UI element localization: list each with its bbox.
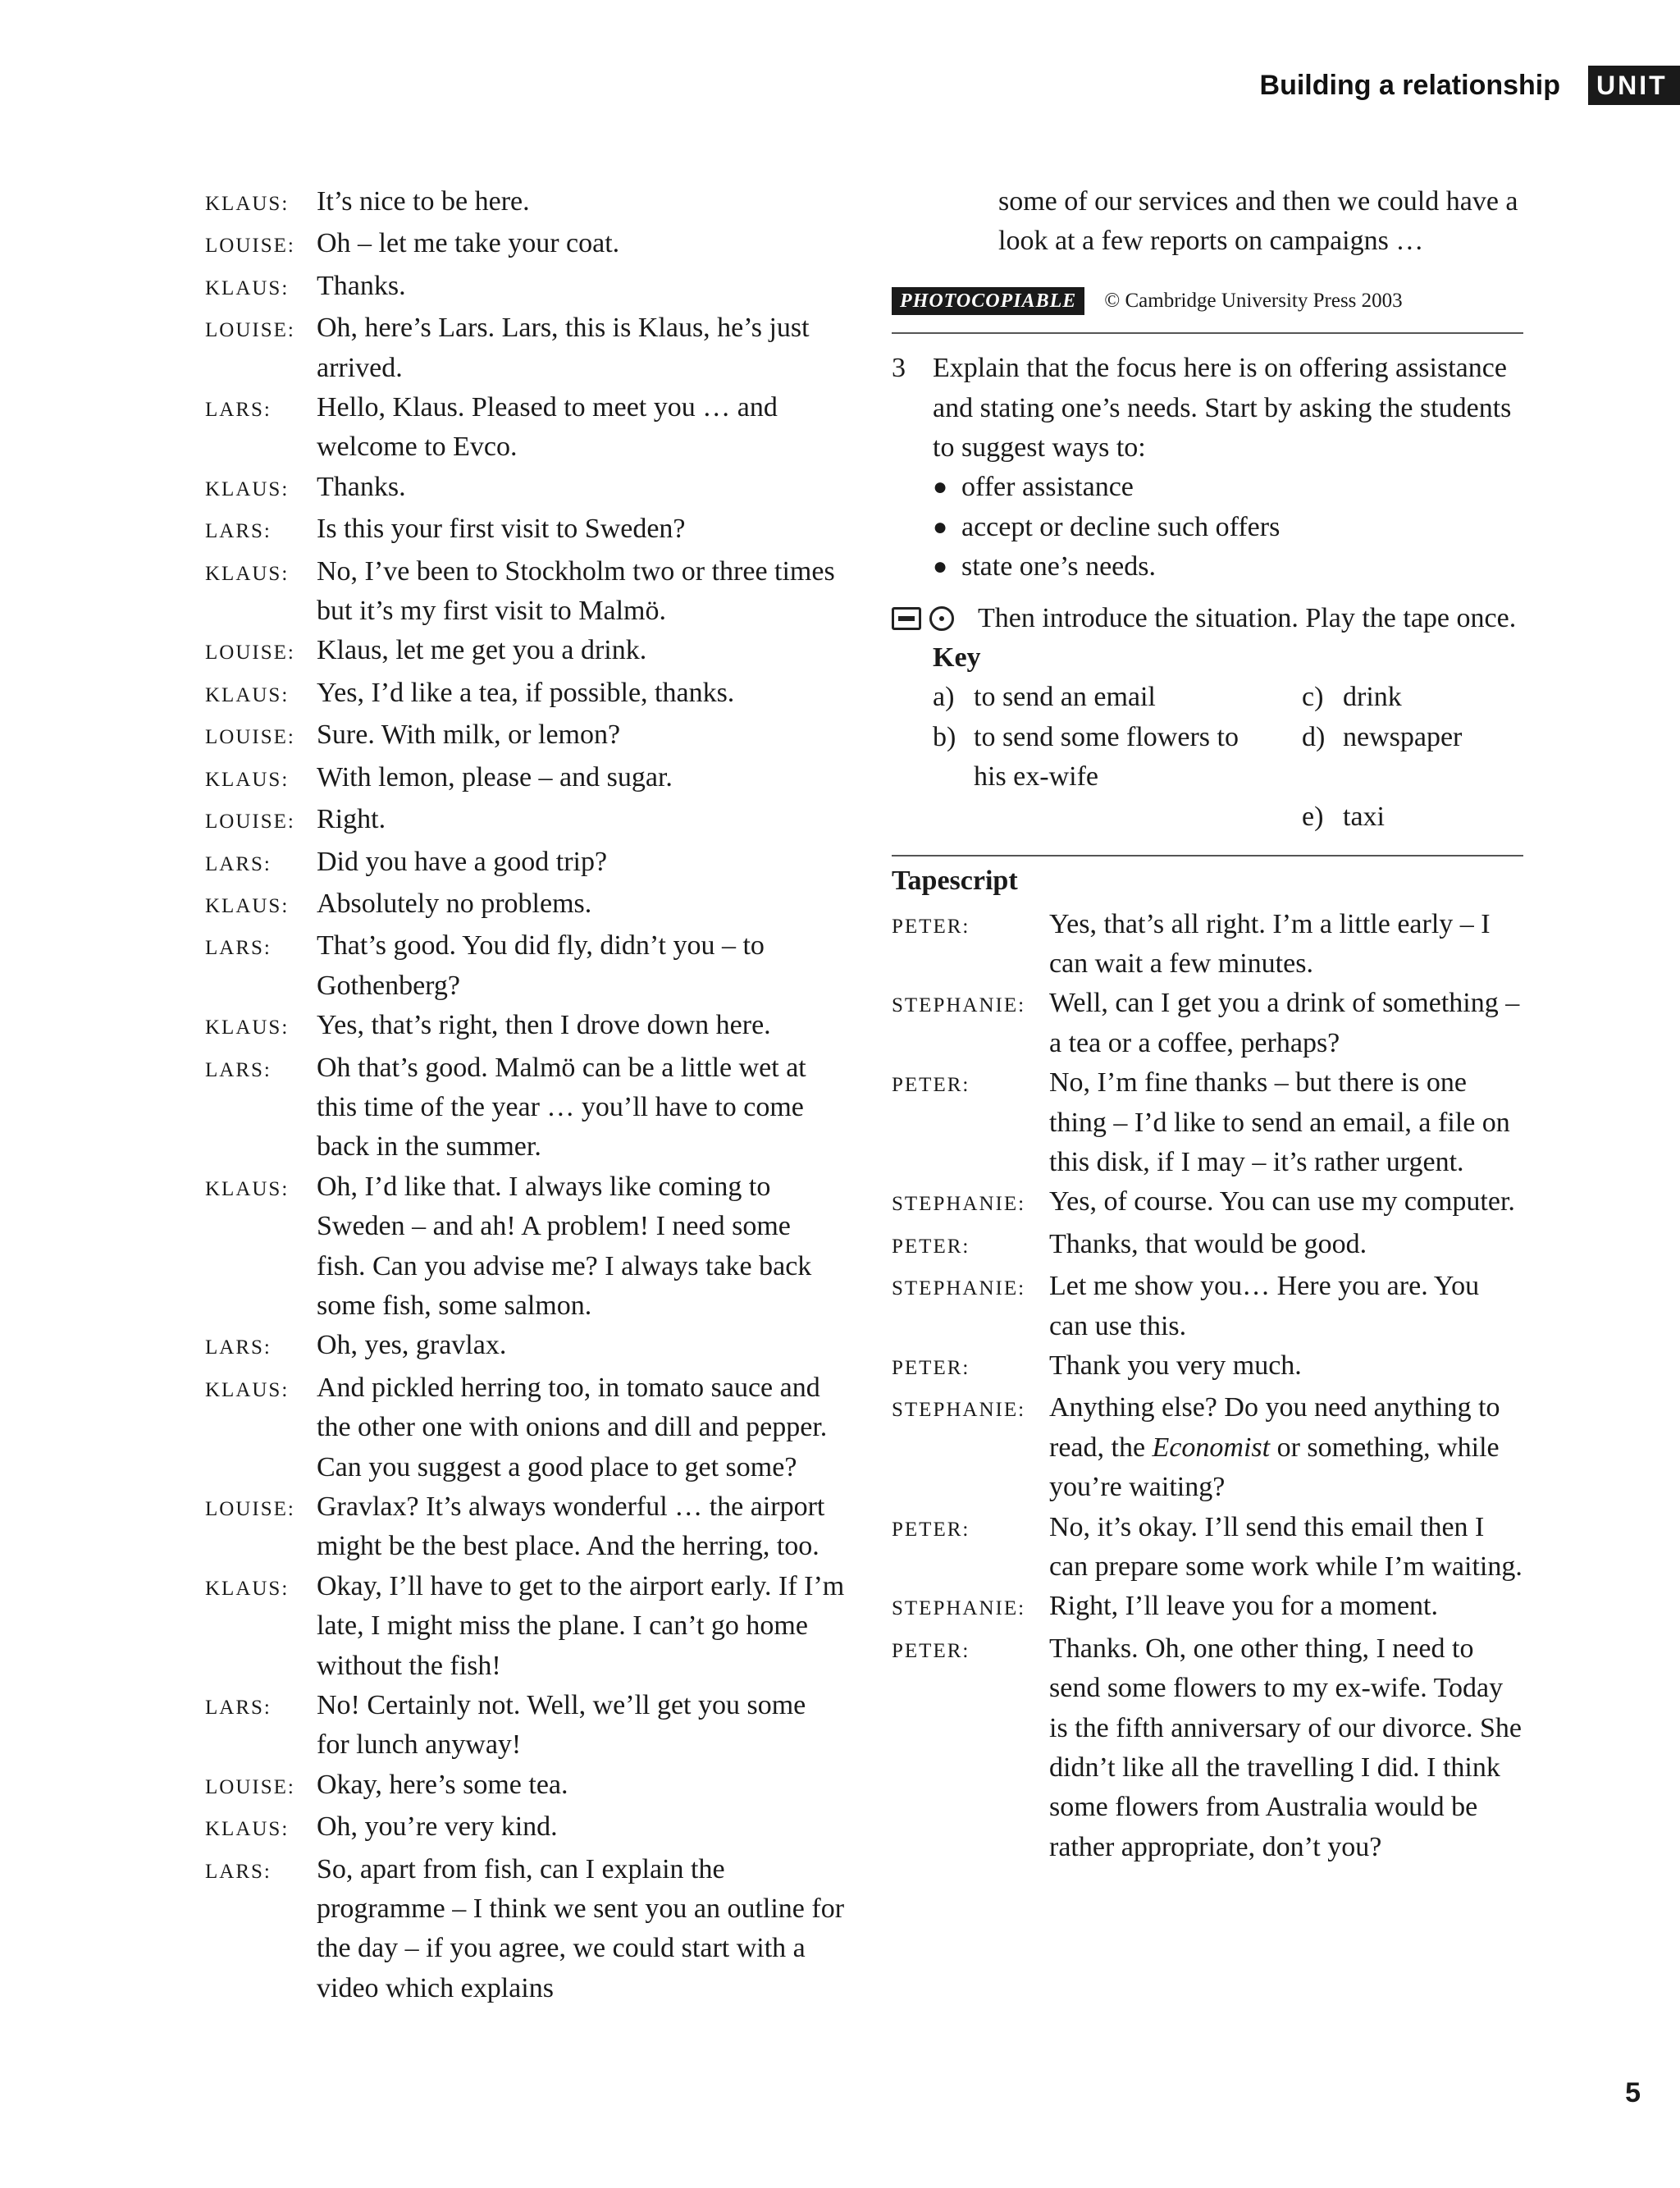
key-answer	[1302, 678, 1523, 717]
key-letter: e)	[1302, 801, 1324, 832]
dialogue-line	[205, 715, 845, 757]
speaker-name: KLAUS:	[205, 768, 290, 791]
speaker-name: LARS:	[205, 1697, 272, 1720]
speaker-name: KLAUS:	[205, 276, 290, 299]
key-answer	[1302, 718, 1523, 797]
speaker-name: STEPHANIE:	[892, 994, 1026, 1017]
dialogue-line	[205, 182, 845, 224]
utterance: Oh – let me take your coat.	[317, 228, 620, 259]
listening-instruction	[892, 599, 1523, 638]
speaker-name: KLAUS:	[205, 562, 290, 585]
dialogue-line	[892, 1267, 1523, 1346]
key-letter	[933, 797, 974, 837]
dialogue-line	[205, 1807, 845, 1849]
dialogue-continuation: some of our services and then we could have a look at a few reports on campaigns …	[998, 186, 1518, 257]
speaker-name: KLAUS:	[205, 193, 290, 215]
media-icons	[892, 599, 978, 635]
dialogue-line	[205, 509, 845, 551]
utterance: Oh, here’s Lars. Lars, this is Klaus, he’s just arrived.	[317, 313, 810, 383]
page-number: 5	[1625, 2077, 1641, 2108]
speaker-name: LARS:	[205, 852, 272, 875]
speaker-name: LARS:	[205, 399, 272, 422]
utterance: That’s good. You did fly, didn’t you – to Gothenberg?	[317, 930, 765, 1001]
dialogue-line	[205, 1850, 845, 2009]
utterance: Yes, that’s all right. I’m a little early – I can wait a few minutes.	[1049, 908, 1491, 979]
cassette-icon	[892, 607, 921, 630]
dialogue-line	[205, 388, 845, 468]
dialogue-line	[205, 758, 845, 800]
utterance: It’s nice to be here.	[317, 186, 530, 217]
speaker-name: STEPHANIE:	[892, 1277, 1026, 1300]
utterance: Is this your first visit to Sweden?	[317, 514, 686, 545]
left-column	[205, 182, 845, 2008]
speaker-name: KLAUS:	[205, 1818, 290, 1841]
key-title: Key	[933, 642, 981, 674]
key-answer	[1302, 797, 1523, 837]
dialogue-line	[205, 1326, 845, 1368]
key-letter: b)	[933, 721, 956, 752]
utterance: Oh that’s good. Malmö can be a little wet at this time of the year … you’ll have to come back in the summer.	[317, 1052, 806, 1163]
dialogue-line	[892, 1225, 1523, 1267]
unit-tab: UNIT	[1588, 66, 1680, 105]
answer-key	[892, 638, 1523, 837]
utterance: Thanks.	[317, 471, 406, 502]
key-grid	[933, 678, 1523, 837]
exercise-intro-text: Explain that the focus here is on offering assistance and stating one’s needs. Start by asking the students to suggest ways to:	[933, 353, 1512, 464]
speaker-name: STEPHANIE:	[892, 1193, 1026, 1216]
speaker-name: LARS:	[205, 1336, 272, 1359]
utterance: Klaus, let me get you a drink.	[317, 635, 647, 666]
speaker-name: LARS:	[205, 1058, 272, 1081]
speaker-name: KLAUS:	[205, 477, 290, 500]
key-answer	[933, 718, 1302, 797]
utterance: Well, can I get you a drink of something – a tea or a coffee, perhaps?	[1049, 988, 1520, 1058]
right-column	[892, 182, 1523, 1867]
dialogue-line	[892, 1629, 1523, 1867]
speaker-name: LOUISE:	[205, 1498, 295, 1520]
utterance: Thank you very much.	[1049, 1350, 1302, 1381]
key-text: taxi	[1343, 801, 1385, 832]
speaker-name: LOUISE:	[205, 811, 295, 834]
dialogue-line	[205, 1048, 845, 1167]
dialogue-line	[205, 468, 845, 509]
speaker-name: KLAUS:	[205, 1378, 290, 1401]
dialogue-line	[205, 1167, 845, 1327]
speaker-name: PETER:	[892, 1518, 970, 1541]
dialogue-line	[205, 1368, 845, 1487]
utterance: Yes, of course. You can use my computer.	[1049, 1186, 1515, 1217]
utterance: Right.	[317, 804, 386, 835]
speaker-name: STEPHANIE:	[892, 1597, 1026, 1620]
dialogue-line	[205, 1567, 845, 1686]
exercise-3-intro	[892, 349, 1523, 468]
utterance: Sure. With milk, or lemon?	[317, 719, 621, 751]
list-item: ● state one’s needs.	[933, 547, 1523, 587]
dialogue-line	[205, 224, 845, 266]
instruction-text: Then introduce the situation. Play the tape once.	[978, 602, 1517, 633]
speaker-name: PETER:	[892, 1639, 970, 1662]
speaker-name: KLAUS:	[205, 1016, 290, 1039]
speaker-name: PETER:	[892, 1235, 970, 1258]
running-head-title: Building a relationship	[1259, 69, 1560, 101]
speaker-name: LARS:	[205, 520, 272, 543]
speaker-name: LARS:	[205, 937, 272, 960]
speaker-name: LARS:	[205, 1860, 272, 1883]
utterance: Absolutely no problems.	[317, 888, 592, 919]
utterance: No, I’ve been to Stockholm two or three times but it’s my first visit to Malmö.	[317, 555, 835, 627]
dialogue-line	[892, 1346, 1523, 1388]
divider	[892, 855, 1523, 856]
key-answer	[933, 797, 1302, 837]
list-item: ● accept or decline such offers	[933, 508, 1523, 547]
page-header	[1260, 64, 1680, 107]
speaker-name: LOUISE:	[205, 1775, 295, 1798]
dialogue-line	[205, 674, 845, 715]
dialogue-line	[205, 267, 845, 308]
speaker-name: KLAUS:	[205, 894, 290, 917]
dialogue-line	[205, 308, 845, 388]
utterance: Oh, I’d like that. I always like coming to Sweden – and ah! A problem! I need some fish. Can you advise me? I always take back some fish, some salmon.	[317, 1171, 812, 1321]
key-letter: c)	[1302, 682, 1324, 713]
dialogue-line	[205, 1686, 845, 1765]
dialogue-klaus-louise-lars	[205, 182, 845, 2008]
list-item: ● offer assistance	[933, 468, 1523, 507]
cd-icon	[929, 606, 954, 631]
speaker-name: KLAUS:	[205, 1177, 290, 1200]
key-text: to send some flowers to his ex-wife	[974, 721, 1239, 793]
dialogue-line	[892, 1388, 1523, 1507]
utterance: Okay, here’s some tea.	[317, 1769, 568, 1800]
speaker-name: KLAUS:	[205, 683, 290, 706]
key-letter: a)	[933, 682, 955, 713]
dialogue-line	[205, 926, 845, 1006]
dialogue-line	[892, 1063, 1523, 1182]
dialogue-line	[205, 552, 845, 632]
utterance: Right, I’ll leave you for a moment.	[1049, 1591, 1438, 1622]
utterance: So, apart from fish, can I explain the programme – I think we sent you an outline for the day – if you agree, we could start with a video which explains	[317, 1853, 845, 2003]
utterance: Thanks. Oh, one other thing, I need to send some flowers to my ex-wife. Today is the fifth anniversary of our divorce. She didn’t like all the travelling I did. I think some flowers from Australia would be rather appropriate, don’t you?	[1049, 1633, 1522, 1862]
key-letter: d)	[1302, 721, 1326, 752]
speaker-name: LOUISE:	[205, 726, 295, 749]
copyright-text: © Cambridge University Press 2003	[1104, 289, 1403, 312]
dialogue-line	[205, 1487, 845, 1567]
dialogue-line	[205, 843, 845, 884]
utterance: Oh, yes, gravlax.	[317, 1330, 507, 1361]
utterance: Oh, you’re very kind.	[317, 1811, 558, 1843]
bullet-icon: ●	[933, 473, 948, 501]
utterance: Yes, that’s right, then I drove down here.	[317, 1010, 771, 1041]
photocopiable-badge: PHOTOCOPIABLE	[892, 287, 1084, 315]
utterance: Let me show you… Here you are. You can use this.	[1049, 1271, 1480, 1341]
speaker-name: LOUISE:	[205, 235, 295, 258]
dialogue-line	[892, 1587, 1523, 1628]
utterance: Did you have a good trip?	[317, 846, 608, 877]
speaker-name: PETER:	[892, 1356, 970, 1379]
bullet-icon: ●	[933, 513, 948, 541]
key-text: drink	[1343, 682, 1402, 713]
utterance: With lemon, please – and sugar.	[317, 761, 673, 793]
speaker-name: PETER:	[892, 1074, 970, 1097]
photocopiable-notice	[892, 281, 1523, 334]
utterance: No! Certainly not. Well, we’ll get you some for lunch anyway!	[317, 1690, 806, 1761]
utterance: Thanks, that would be good.	[1049, 1228, 1367, 1259]
exercise-number: 3	[892, 353, 906, 384]
utterance: Hello, Klaus. Pleased to meet you … and welcome to Evco.	[317, 392, 778, 463]
utterance: No, I’m fine thanks – but there is one thing – I’d like to send an email, a file on this disk, if I may – it’s rather urgent.	[1049, 1067, 1510, 1177]
dialogue-line	[892, 1182, 1523, 1224]
utterance: No, it’s okay. I’ll send this email then I can prepare some work while I’m waiting.	[1049, 1511, 1522, 1582]
dialogue-line	[205, 1006, 845, 1048]
dialogue-line	[205, 800, 845, 842]
key-text: to send an email	[974, 682, 1156, 713]
dialogue-line	[205, 1765, 845, 1807]
speaker-name: LOUISE:	[205, 319, 295, 342]
utterance: And pickled herring too, in tomato sauce and the other one with onions and dill and pepper. Can you suggest a good place to get some?	[317, 1372, 828, 1482]
key-answer	[933, 678, 1302, 717]
bullet-list	[892, 468, 1523, 587]
speaker-name: KLAUS:	[205, 1577, 290, 1600]
utterance: Gravlax? It’s always wonderful … the airport might be the best place. And the herring, too.	[317, 1491, 825, 1562]
speaker-name: PETER:	[892, 915, 970, 938]
key-text: newspaper	[1343, 721, 1463, 752]
speaker-name: LOUISE:	[205, 642, 295, 665]
dialogue-line	[205, 631, 845, 673]
dialogue-line	[892, 905, 1523, 984]
speaker-name: STEPHANIE:	[892, 1399, 1026, 1422]
tapescript-title: Tapescript	[892, 866, 1018, 897]
utterance: Okay, I’ll have to get to the airport early. If I’m late, I might miss the plane. I can’t go home without the fish!	[317, 1570, 845, 1681]
bullet-icon: ●	[933, 553, 948, 581]
tapescript-dialogue	[892, 905, 1523, 1868]
utterance: Anything else? Do you need anything to read, the Economist or something, while you’re waiting?	[1049, 1392, 1500, 1503]
utterance: Thanks.	[317, 270, 406, 301]
dialogue-line	[205, 884, 845, 926]
utterance: Yes, I’d like a tea, if possible, thanks.	[317, 677, 735, 708]
dialogue-line	[892, 1508, 1523, 1587]
exercise-3	[892, 349, 1523, 837]
dialogue-line	[892, 984, 1523, 1063]
